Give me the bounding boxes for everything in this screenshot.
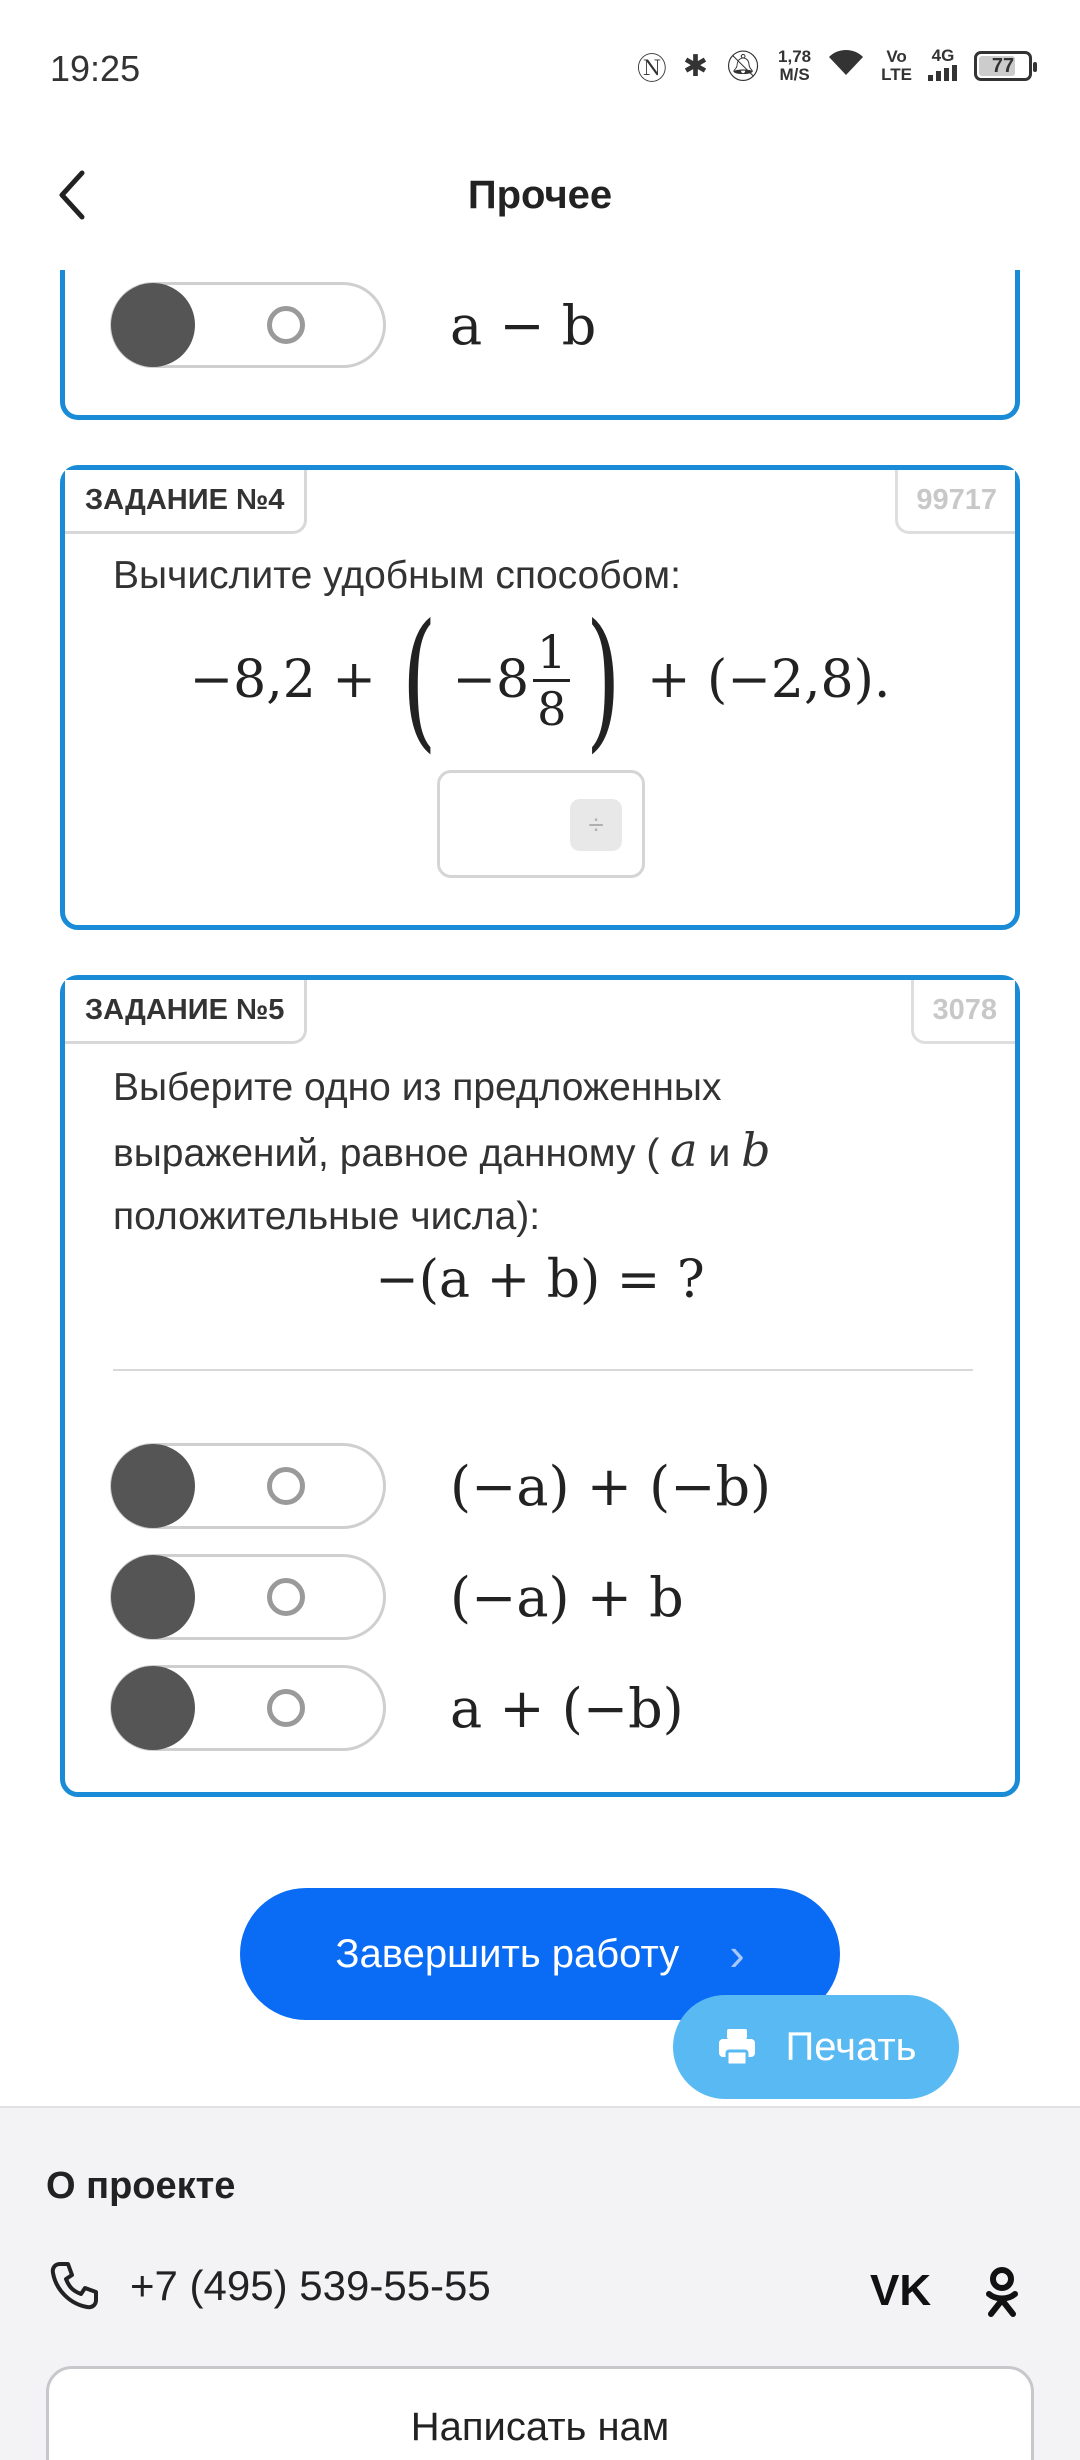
option-row[interactable] — [110, 282, 596, 368]
toggle-knob — [111, 1555, 195, 1639]
phone-link[interactable] — [46, 2258, 491, 2314]
option-row[interactable] — [110, 1443, 771, 1529]
toggle-knob — [111, 1666, 195, 1750]
status-time: 19:25 — [50, 48, 141, 89]
status-bar — [0, 0, 1080, 135]
contact-us-button[interactable]: Написать нам — [46, 2366, 1034, 2460]
volte-badge: Vo LTE — [881, 47, 912, 84]
option-toggle[interactable] — [110, 1665, 386, 1751]
task-id: 3078 — [911, 980, 1015, 1044]
option-toggle[interactable] — [110, 1554, 386, 1640]
task-label: ЗАДАНИЕ №4 — [65, 470, 307, 534]
vk-icon[interactable]: VK — [870, 2266, 932, 2315]
task-card-5 — [60, 975, 1020, 1797]
page-title: Прочее — [467, 173, 613, 217]
phone-number: +7 (495) 539-55-55 — [130, 2262, 491, 2309]
option-row[interactable] — [110, 1665, 684, 1751]
task-prompt: Выберите одно из предложенных выражений, равное данному ( a и b положительные числа): — [113, 1066, 771, 1238]
nfc-icon: Ⓝ — [636, 53, 667, 86]
radio-circle-icon — [267, 306, 305, 344]
option-row[interactable] — [110, 1554, 684, 1640]
option-label: a + (−b) — [450, 1676, 684, 1740]
task-prompt: Вычислите удобным способом: — [113, 554, 681, 597]
radio-circle-icon — [267, 1467, 305, 1505]
footer-title: О проекте — [46, 2165, 236, 2207]
print-button[interactable]: Печать — [673, 1995, 959, 2099]
chevron-right-icon: › — [729, 1928, 745, 1980]
answer-input[interactable] — [437, 770, 645, 878]
calculator-icon[interactable]: ÷ — [570, 799, 622, 851]
net-speed: 1,78 M/S — [778, 47, 812, 84]
radio-circle-icon — [267, 1578, 305, 1616]
odnoklassniki-icon[interactable] — [984, 2266, 1020, 2331]
task-card-4 — [60, 465, 1020, 930]
app-header — [0, 135, 1080, 270]
option-toggle[interactable] — [110, 282, 386, 368]
phone-icon — [46, 2258, 102, 2314]
option-label: (−a) + b — [450, 1565, 684, 1629]
wifi-icon — [827, 47, 865, 85]
task-id: 99717 — [895, 470, 1015, 534]
printer-icon — [715, 2025, 759, 2069]
battery-icon: 77 — [974, 51, 1032, 81]
status-icons — [637, 44, 1032, 88]
task-label: ЗАДАНИЕ №5 — [65, 980, 307, 1044]
mute-icon: 🔕︎ — [723, 49, 763, 83]
option-toggle[interactable] — [110, 1443, 386, 1529]
option-label: a − b — [450, 293, 597, 357]
toggle-knob — [111, 1444, 195, 1528]
signal-icon: 4G — [928, 47, 958, 85]
task-formula: −(a + b) = ? — [375, 1250, 705, 1310]
finish-button[interactable]: Завершить работу › — [240, 1888, 840, 2020]
radio-circle-icon — [267, 1689, 305, 1727]
bluetooth-icon: ✱ — [682, 49, 708, 83]
divider — [113, 1369, 973, 1371]
task-formula: −8,2 + ( −8 1 8 ) + (−2,8). — [189, 593, 891, 767]
toggle-knob — [111, 283, 195, 367]
option-label: (−a) + (−b) — [450, 1454, 772, 1518]
footer — [0, 2106, 1080, 2460]
